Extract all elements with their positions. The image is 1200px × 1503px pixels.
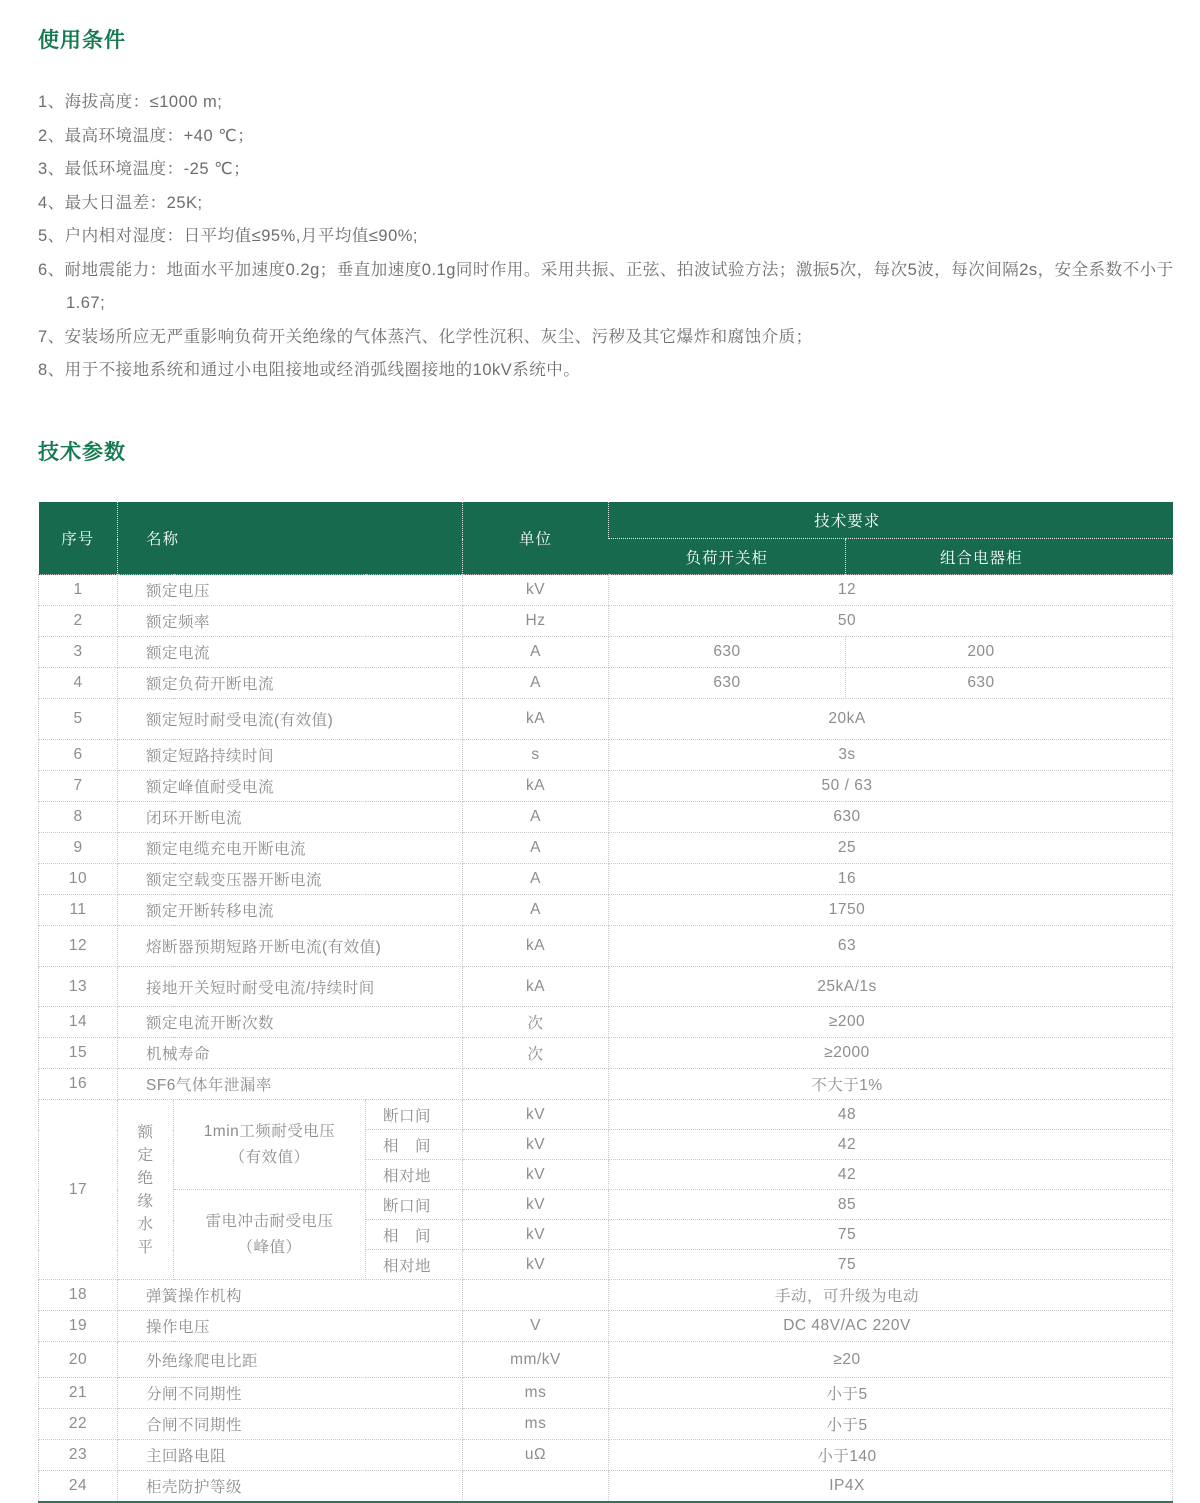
row-number-cell: 4 <box>39 668 118 699</box>
row-number-cell: 6 <box>39 740 118 771</box>
insulation-vertical-label <box>118 1100 174 1280</box>
value-cell: 50 <box>609 606 1173 637</box>
value-cell: 12 <box>609 575 1173 606</box>
param-name-cell: 额定短时耐受电流(有效值) <box>118 699 463 740</box>
row-number-cell: 18 <box>39 1280 118 1311</box>
unit-cell: 次 <box>463 1007 609 1038</box>
row-number-cell: 5 <box>39 699 118 740</box>
table-row <box>39 1378 1173 1409</box>
param-name-cell: 分闸不同期性 <box>118 1378 463 1409</box>
table-row <box>39 575 1173 606</box>
sub-item-label-cell: 相对地 <box>366 1160 463 1190</box>
unit-cell: A <box>463 802 609 833</box>
table-header <box>39 502 1173 575</box>
usage-condition-item: 4、最大日温差：25K; <box>38 193 203 212</box>
sub-item-label-cell: 断口间 <box>366 1190 463 1220</box>
value-cell: 75 <box>609 1220 1173 1250</box>
param-name-cell: 熔断器预期短路开断电流(有效值) <box>118 926 463 967</box>
unit-cell: kA <box>463 699 609 740</box>
row-number-cell: 13 <box>39 967 118 1007</box>
unit-cell: kV <box>463 1250 609 1280</box>
usage-condition-item: 5、户内相对湿度：日平均值≤95%,月平均值≤90%; <box>38 227 419 245</box>
value-cell: 85 <box>609 1190 1173 1220</box>
value-cell-combined: 630 <box>846 668 1173 699</box>
header-cell-no: 序号 <box>39 502 118 575</box>
unit-cell: uΩ <box>463 1440 609 1471</box>
table-row <box>39 1409 1173 1440</box>
param-name-cell: 柜壳防护等级 <box>118 1471 463 1502</box>
unit-cell: kA <box>463 926 609 967</box>
unit-cell: kV <box>463 1190 609 1220</box>
usage-condition-item: 1、海拔高度：≤1000 m; <box>38 93 223 111</box>
unit-cell: A <box>463 864 609 895</box>
unit-cell: kA <box>463 771 609 802</box>
group-label-cell <box>174 1100 366 1190</box>
param-name-cell: SF6气体年泄漏率 <box>118 1069 463 1100</box>
value-cell: 48 <box>609 1100 1173 1130</box>
table-row <box>39 1007 1173 1038</box>
table-row <box>39 1038 1173 1069</box>
unit-cell: kV <box>463 575 609 606</box>
table-row <box>39 967 1173 1007</box>
param-name-cell: 闭环开断电流 <box>118 802 463 833</box>
table-row <box>39 606 1173 637</box>
param-name-cell: 合闸不同期性 <box>118 1409 463 1440</box>
row-number-cell: 7 <box>39 771 118 802</box>
value-cell-combined: 200 <box>846 637 1173 668</box>
row-number-cell: 21 <box>39 1378 118 1409</box>
row-number-cell: 2 <box>39 606 118 637</box>
usage-condition-item: 3、最低环境温度：-25 ℃； <box>38 160 251 178</box>
vertical-label-char: 平 <box>137 1238 154 1256</box>
param-name-cell: 弹簧操作机构 <box>118 1280 463 1311</box>
technical-parameters-table <box>38 502 1173 1503</box>
usage-condition-item: 6、耐地震能力：地面水平加速度0.2g；垂直加速度0.1g同时作用。采用共振、正弦、拍波试验方法；激振5次，每次5波，每次间隔2s，安全系数不小于1.67; <box>38 260 1174 312</box>
param-name-cell: 机械寿命 <box>118 1038 463 1069</box>
unit-cell: kV <box>463 1220 609 1250</box>
value-cell: ≥200 <box>609 1007 1173 1038</box>
param-name-cell: 额定电流 <box>118 637 463 668</box>
unit-cell: A <box>463 833 609 864</box>
group-subtitle: （有效值） <box>229 1148 310 1166</box>
param-name-cell: 额定空载变压器开断电流 <box>118 864 463 895</box>
unit-cell: mm/kV <box>463 1342 609 1378</box>
row-number-cell: 12 <box>39 926 118 967</box>
table-row <box>39 864 1173 895</box>
table-row <box>39 895 1173 926</box>
row-number-cell: 23 <box>39 1440 118 1471</box>
table-row <box>39 1471 1173 1502</box>
row-number-cell: 17 <box>39 1100 118 1280</box>
table-row <box>39 1100 1173 1130</box>
row-number-cell: 8 <box>39 802 118 833</box>
header-cell-load-switch-cabinet: 负荷开关柜 <box>609 539 846 575</box>
unit-cell: kA <box>463 967 609 1007</box>
vertical-label-char: 额 <box>137 1123 154 1141</box>
value-cell: 25 <box>609 833 1173 864</box>
unit-cell <box>463 1471 609 1502</box>
row-number-cell: 1 <box>39 575 118 606</box>
vertical-label-char: 水 <box>137 1215 154 1233</box>
unit-cell: kV <box>463 1160 609 1190</box>
row-number-cell: 22 <box>39 1409 118 1440</box>
unit-cell: A <box>463 895 609 926</box>
header-cell-unit: 单位 <box>463 502 609 575</box>
row-number-cell: 11 <box>39 895 118 926</box>
unit-cell: V <box>463 1311 609 1342</box>
value-cell: 小于5 <box>609 1409 1173 1440</box>
param-name-cell: 额定短路持续时间 <box>118 740 463 771</box>
value-cell: 42 <box>609 1130 1173 1160</box>
group-label-cell <box>174 1190 366 1280</box>
value-cell: 3s <box>609 740 1173 771</box>
value-cell: 20kA <box>609 699 1173 740</box>
unit-cell: A <box>463 637 609 668</box>
table-row <box>39 1190 1173 1220</box>
row-number-cell: 14 <box>39 1007 118 1038</box>
row-number-cell: 9 <box>39 833 118 864</box>
table-row <box>39 637 1173 668</box>
param-name-cell: 额定电流开断次数 <box>118 1007 463 1038</box>
table-row <box>39 1440 1173 1471</box>
value-cell: 50 / 63 <box>609 771 1173 802</box>
table-row <box>39 926 1173 967</box>
group-title: 1min工频耐受电压 <box>203 1122 336 1140</box>
param-name-cell: 额定开断转移电流 <box>118 895 463 926</box>
usage-condition-item: 2、最高环境温度：+40 ℃； <box>38 126 255 145</box>
unit-cell: kV <box>463 1100 609 1130</box>
row-number-cell: 20 <box>39 1342 118 1378</box>
value-cell: 小于5 <box>609 1378 1173 1409</box>
row-number-cell: 24 <box>39 1471 118 1502</box>
row-number-cell: 3 <box>39 637 118 668</box>
sub-item-label-cell: 断口间 <box>366 1100 463 1130</box>
header-cell-combined-cabinet: 组合电器柜 <box>846 539 1173 575</box>
value-cell-load-switch: 630 <box>609 668 846 699</box>
usage-condition-item: 8、用于不接地系统和通过小电阻接地或经消弧线圈接地的10kV系统中。 <box>38 361 581 379</box>
value-cell: ≥2000 <box>609 1038 1173 1069</box>
group-subtitle: （峰值） <box>237 1238 302 1256</box>
unit-cell: 次 <box>463 1038 609 1069</box>
value-cell: 63 <box>609 926 1173 967</box>
row-number-cell: 19 <box>39 1311 118 1342</box>
sub-item-label-cell: 相 间 <box>366 1220 463 1250</box>
value-cell-load-switch: 630 <box>609 637 846 668</box>
value-cell: IP4X <box>609 1471 1173 1502</box>
unit-cell: s <box>463 740 609 771</box>
param-name-cell: 操作电压 <box>118 1311 463 1342</box>
param-name-cell: 额定频率 <box>118 606 463 637</box>
param-name-cell: 接地开关短时耐受电流/持续时间 <box>118 967 463 1007</box>
table-row <box>39 771 1173 802</box>
value-cell: 不大于1% <box>609 1069 1173 1100</box>
table-row <box>39 1342 1173 1378</box>
table-row <box>39 668 1173 699</box>
param-name-cell: 额定峰值耐受电流 <box>118 771 463 802</box>
param-name-cell: 额定负荷开断电流 <box>118 668 463 699</box>
unit-cell: ms <box>463 1378 609 1409</box>
value-cell: 16 <box>609 864 1173 895</box>
unit-cell: Hz <box>463 606 609 637</box>
group-title: 雷电冲击耐受电压 <box>205 1212 334 1230</box>
usage-condition-item: 7、安装场所应无严重影响负荷开关绝缘的气体蒸汽、化学性沉积、灰尘、污秽及其它爆炸和腐蚀介质； <box>38 327 813 346</box>
table-row <box>39 740 1173 771</box>
header-cell-name: 名称 <box>118 502 463 575</box>
unit-cell: ms <box>463 1409 609 1440</box>
table-body <box>39 575 1173 1502</box>
unit-cell: kV <box>463 1130 609 1160</box>
value-cell: 小于140 <box>609 1440 1173 1471</box>
value-cell: 手动，可升级为电动 <box>609 1280 1173 1311</box>
sub-item-label-cell: 相 间 <box>366 1130 463 1160</box>
param-name-cell: 额定电缆充电开断电流 <box>118 833 463 864</box>
row-number-cell: 15 <box>39 1038 118 1069</box>
value-cell: 42 <box>609 1160 1173 1190</box>
unit-cell <box>463 1280 609 1311</box>
header-cell-requirement: 技术要求 <box>609 502 1173 539</box>
table-row <box>39 699 1173 740</box>
vertical-label-char: 定 <box>137 1146 154 1164</box>
value-cell: 25kA/1s <box>609 967 1173 1007</box>
value-cell: 1750 <box>609 895 1173 926</box>
table-row <box>39 833 1173 864</box>
vertical-label-char: 绝 <box>137 1169 154 1187</box>
value-cell: DC 48V/AC 220V <box>609 1311 1173 1342</box>
unit-cell: A <box>463 668 609 699</box>
value-cell: ≥20 <box>609 1342 1173 1378</box>
param-name-cell: 额定电压 <box>118 575 463 606</box>
row-number-cell: 10 <box>39 864 118 895</box>
param-name-cell: 外绝缘爬电比距 <box>118 1342 463 1378</box>
unit-cell <box>463 1069 609 1100</box>
table-row <box>39 1280 1173 1311</box>
usage-conditions-list <box>38 86 1183 388</box>
vertical-label-char: 缘 <box>137 1192 154 1210</box>
table-row <box>39 1311 1173 1342</box>
technical-parameters-title: 技术参数 <box>38 440 126 464</box>
table-row <box>39 1069 1173 1100</box>
row-number-cell: 16 <box>39 1069 118 1100</box>
sub-item-label-cell: 相对地 <box>366 1250 463 1280</box>
param-name-cell: 主回路电阻 <box>118 1440 463 1471</box>
usage-conditions-title: 使用条件 <box>38 29 126 52</box>
value-cell: 75 <box>609 1250 1173 1280</box>
table-row <box>39 802 1173 833</box>
value-cell: 630 <box>609 802 1173 833</box>
